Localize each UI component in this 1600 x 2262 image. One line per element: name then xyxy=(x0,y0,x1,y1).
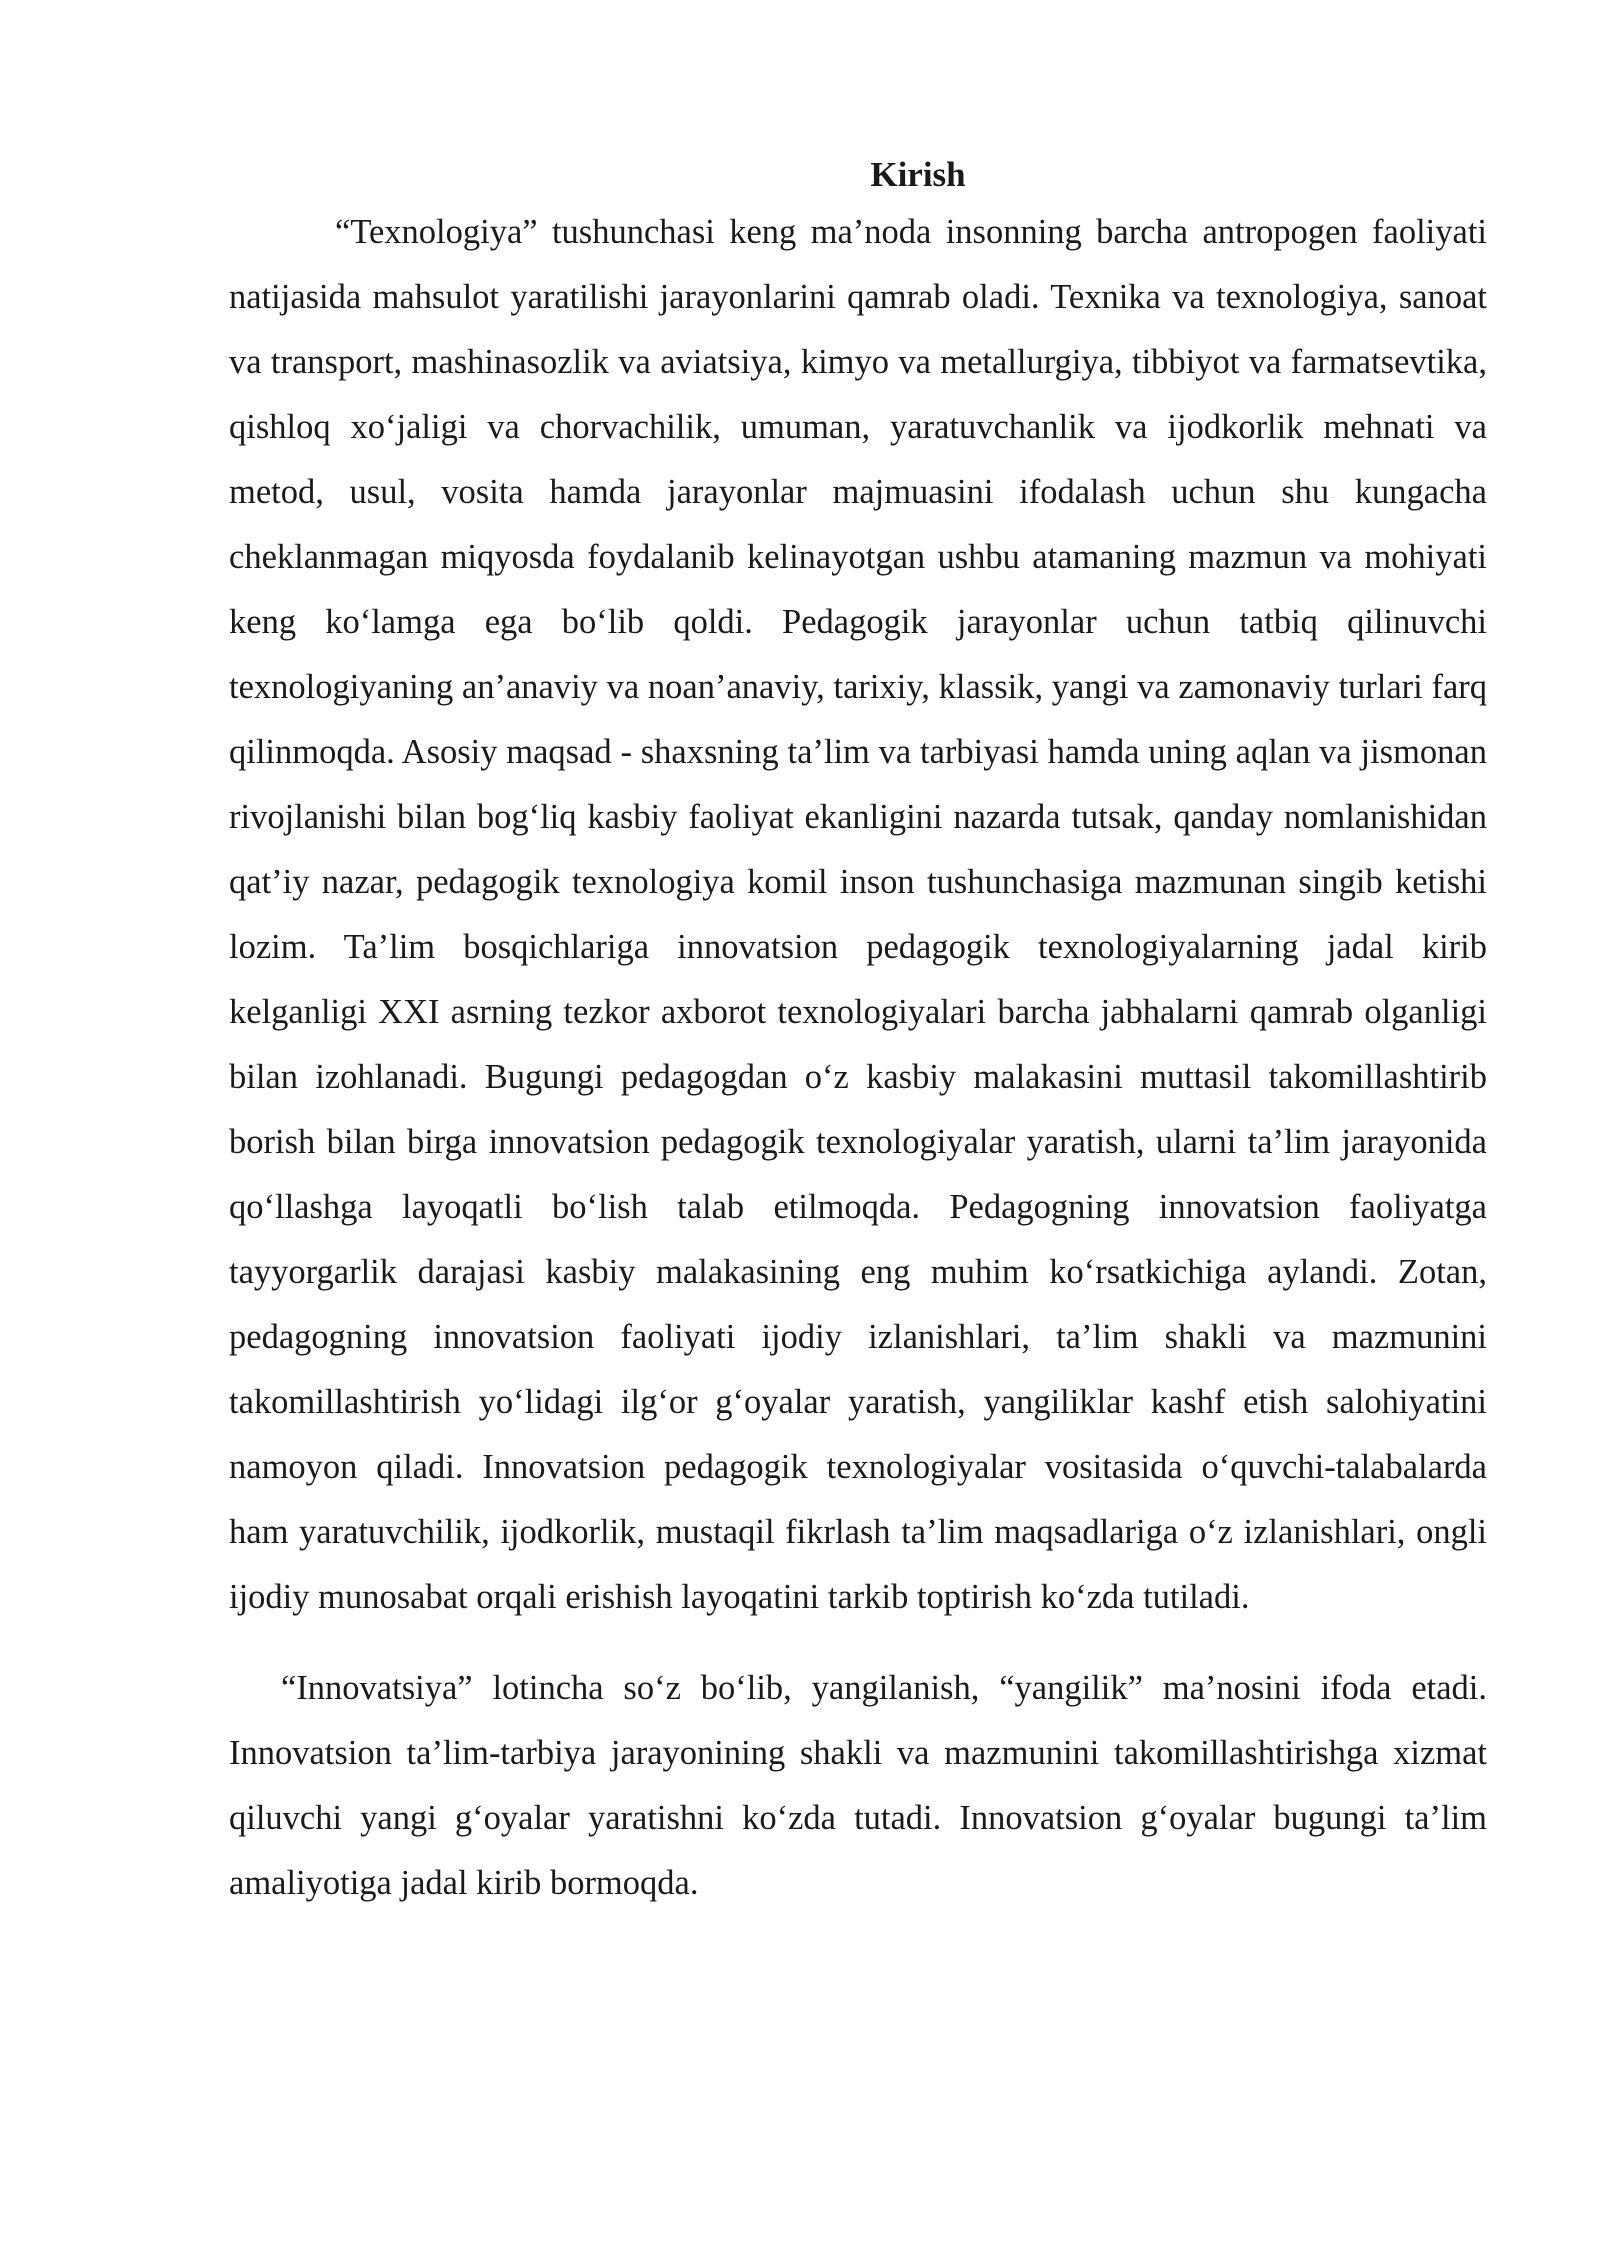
paragraph-2: “Innovatsiya” lotincha so‘z bo‘lib, yangilanish, “yangilik” ma’nosini ifoda etadi. Innovatsion ta’lim-tarbiya jarayonining shakli va mazmunini takomillashtirishga xizmat qiluvchi yangi g‘oyalar yaratishni ko‘zda tutadi. Innovatsion g‘oyalar bugungi ta’lim amaliyotiga jadal kirib bormoqda. xyxy=(229,1669,1487,1902)
document-body xyxy=(229,150,1487,1916)
document-title: Kirish xyxy=(870,155,966,194)
paragraph-1: “Texnologiya” tushunchasi keng ma’noda insonning barcha antropogen faoliyati natijasida mahsulot yaratilishi jarayonlarini qamrab oladi. Texnika va texnologiya, sanoat va transport, mashinasozlik va aviatsiya, kimyo va metallurgiya, tibbiyot va farmatsevtika, qishloq xo‘jaligi va chorvachilik, umuman, yaratuvchanlik va ijodkorlik mehnati va metod, usul, vosita hamda jarayonlar majmuasini ifodalash uchun shu kungacha cheklanmagan miqyosda foydalanib kelinayotgan ushbu atamaning mazmun va mohiyati keng ko‘lamga ega bo‘lib qoldi. Pedagogik jarayonlar uchun tatbiq qilinuvchi texnologiyaning an’anaviy va noan’anaviy, tarixiy, klassik, yangi va zamonaviy turlari farq qilinmoqda. Asosiy maqsad - shaxsning ta’lim va tarbiyasi hamda uning aqlan va jismonan rivojlanishi bilan bog‘liq kasbiy faoliyat ekanligini nazarda tutsak, qanday nomlanishidan qat’iy nazar, pedagogik texnologiya komil inson tushunchasiga mazmunan singib ketishi lozim. Ta’lim bosqichlariga innovatsion pedagogik texnologiyalarning jadal kirib kelganligi XXI asrning tezkor axborot texnologiyalari barcha jabhalarni qamrab olganligi bilan izohlanadi. Bugungi pedagogdan o‘z kasbiy malakasini muttasil takomillashtirib borish bilan birga innovatsion pedagogik texnologiyalar yaratish, ularni ta’lim jarayonida qo‘llashga layoqatli bo‘lish talab etilmoqda. Pedagogning innovatsion faoliyatga tayyorgarlik darajasi kasbiy malakasining eng muhim ko‘rsatkichiga aylandi. Zotan, pedagogning innovatsion faoliyati ijodiy izlanishlari, ta’lim shakli va mazmunini takomillashtirish yo‘lidagi ilg‘or g‘oyalar yaratish, yangiliklar kashf etish salohiyatini namoyon qiladi. Innovatsion pedagogik texnologiyalar vositasida o‘quvchi-talabalarda ham yaratuvchilik, ijodkorlik, mustaqil fikrlash ta’lim maqsadlariga o‘z izlanishlari, ongli ijodiy munosabat orqali erishish layoqatini tarkib toptirish ko‘zda tutiladi. xyxy=(229,213,1487,1616)
